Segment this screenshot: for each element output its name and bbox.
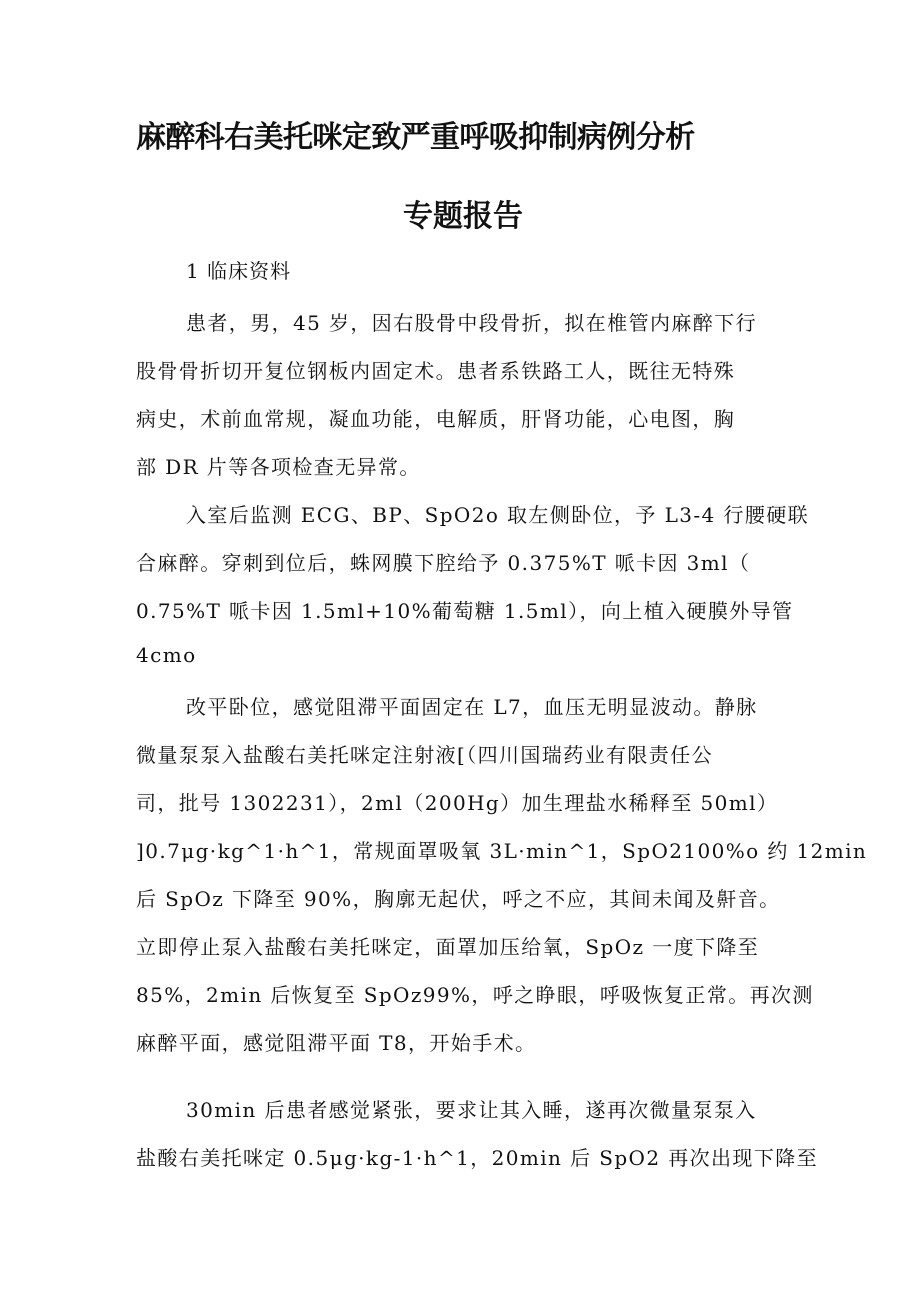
paragraph-1-line-3: 病史，术前血常规，凝血功能，电解质，肝肾功能，心电图，胸	[136, 407, 736, 431]
section-heading: 1 临床资料	[186, 259, 292, 283]
paragraph-3-line-4: ]0.7μg·kg^1·h^1，常规面罩吸氧 3L·min^1，SpO2100%o 约 12min	[136, 839, 868, 863]
paragraph-4-line-2: 盐酸右美托咪定 0.5μg·kg-1·h^1，20min 后 SpO2 再次出现下降至	[136, 1146, 819, 1170]
document-title-line-1: 麻醉科右美托咪定致严重呼吸抑制病例分析	[136, 120, 695, 155]
paragraph-2-line-4: 4cmo	[136, 643, 197, 667]
paragraph-2-line-1: 入室后监测 ECG、BP、SpO2o 取左侧卧位，予 L3-4 行腰硬联	[186, 503, 810, 527]
paragraph-3-line-2: 微量泵泵入盐酸右美托咪定注射液[（四川国瑞药业有限责任公	[136, 743, 714, 767]
paragraph-1-line-2: 股骨骨折切开复位钢板内固定术。患者系铁路工人，既往无特殊	[136, 359, 736, 383]
paragraph-3-line-5: 后 SpOz 下降至 90%，胸廓无起伏，呼之不应，其间未闻及鼾音。	[136, 887, 781, 911]
paragraph-2-line-2: 合麻醉。穿刺到位后，蛛网膜下腔给予 0.375%T 哌卡因 3ml（	[136, 551, 751, 575]
paragraph-3-line-6: 立即停止泵入盐酸右美托咪定，面罩加压给氧，SpOz 一度下降至	[136, 935, 760, 959]
paragraph-1-line-1: 患者，男，45 岁，因右股骨中段骨折，拟在椎管内麻醉下行	[186, 311, 758, 335]
paragraph-4-line-1: 30min 后患者感觉紧张，要求让其入睡，遂再次微量泵泵入	[186, 1098, 757, 1122]
document-title-line-2: 专题报告	[403, 199, 523, 234]
paragraph-3-line-3: 司，批号 1302231），2ml（200Hg）加生理盐水稀释至 50ml）	[136, 791, 779, 815]
paragraph-1-line-4: 部 DR 片等各项检查无异常。	[136, 455, 421, 479]
paragraph-3-line-8: 麻醉平面，感觉阻滞平面 T8，开始手术。	[136, 1031, 537, 1055]
paragraph-3-line-1: 改平卧位，感觉阻滞平面固定在 L7，血压无明显波动。静脉	[186, 695, 758, 719]
paragraph-3-line-7: 85%，2min 后恢复至 SpOz99%，呼之睁眼，呼吸恢复正常。再次测	[136, 983, 814, 1007]
paragraph-2-line-3: 0.75%T 哌卡因 1.5ml+10%葡萄糖 1.5ml），向上植入硬膜外导管	[136, 599, 794, 623]
